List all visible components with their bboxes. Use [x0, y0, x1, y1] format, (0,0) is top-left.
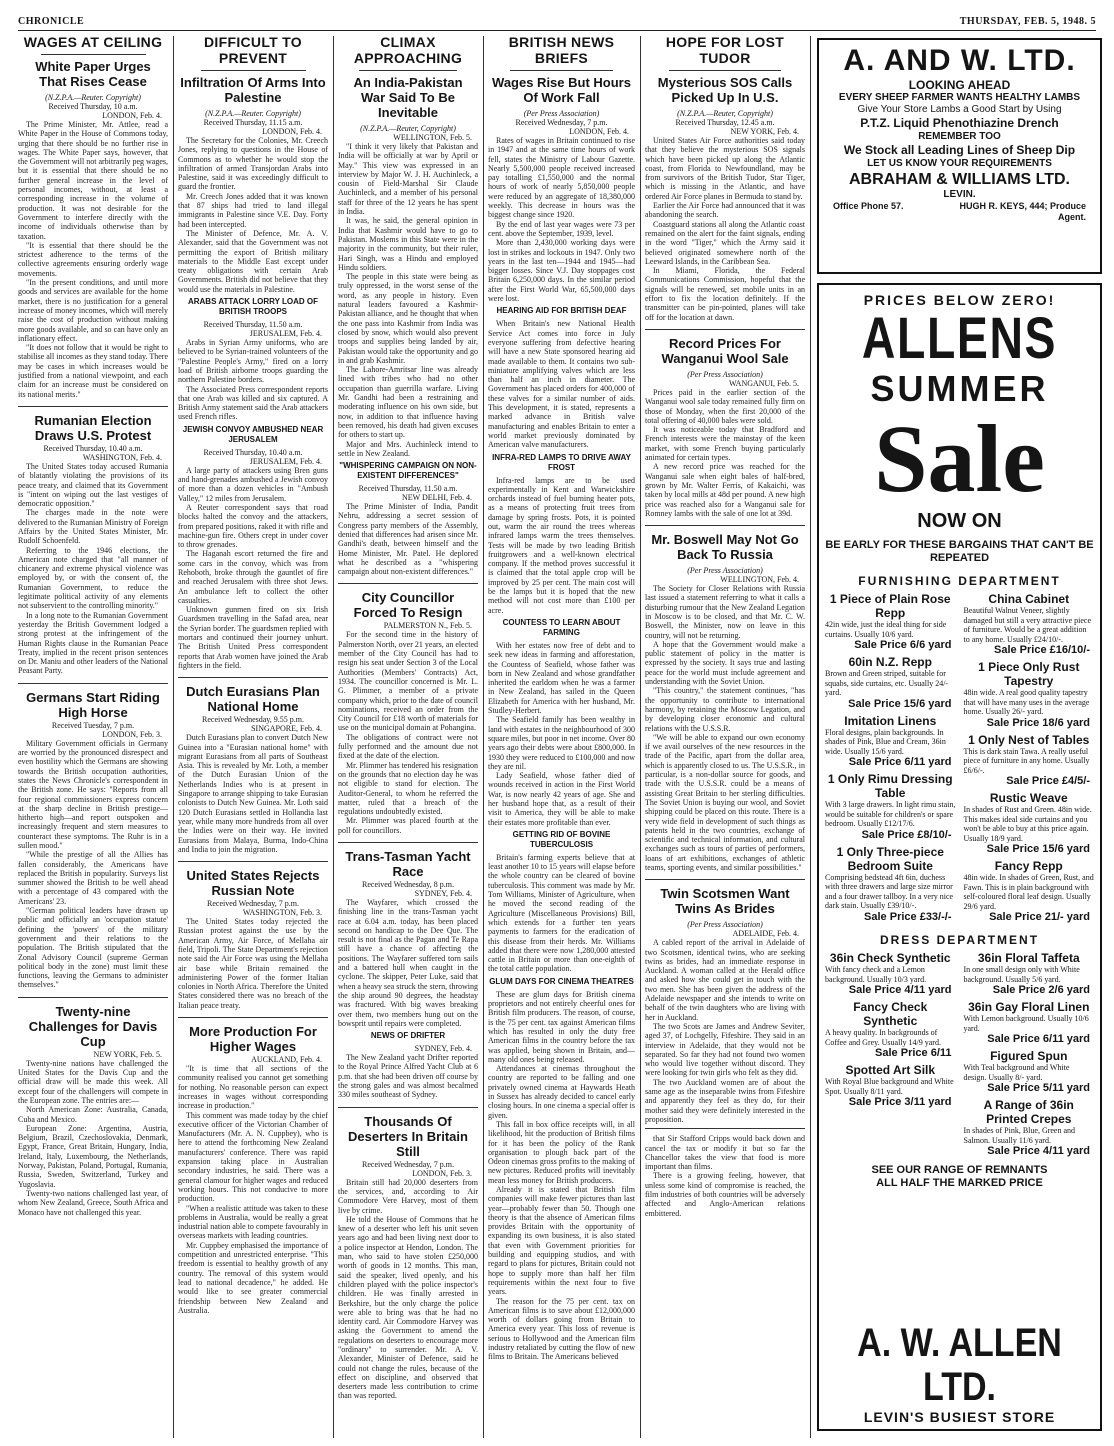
news-story	[645, 34, 805, 322]
paragraph: The people in this state were being as truly oppressed, in the worst sense of the word, as any people in history. Even natural leaders favoured a Kashmir-Pakistan alliance, and he thought that when the one pass into Kashmir from India was closed by snow, which would also prevent troops and supplies being landed by air, Pakistan would take the opportunity and go in and grab Kashmir.	[338, 272, 478, 365]
paragraph: "German political leaders have drawn up public and officially an 'occupation statute' defining the 'powers' of the military government and their relations to the population. The British stipulated that the Zonal Advisory Council (supreme German political body in the zone) must limit these functions, leaving the Germans to administer themselves."	[18, 906, 168, 990]
paragraph: The Minister of Defence, Mr. A. V. Alexander, said that the Government was not permitting the export of British military materials to the Middle East except under treaty obligations with certain Arab Governments. British did not believe that they would use the materials in Palestine.	[178, 228, 328, 294]
story-rule	[338, 1107, 478, 1108]
paragraph: The United States today rejected the Russian protest against the use by the American Army, Air Force, of Mellaha air field, Tripoli. The State Department's rejection note said the Air Force was using the Mellaha air base while Britain remained the administering Power of the former Italian colonies in North Africa. Therefore the United States considered there was no breach of the Italian peace treaty.	[178, 917, 328, 1010]
paragraph: Major and Mrs. Auchinleck intend to settle in New Zealand.	[338, 439, 478, 458]
dateline: ADELAIDE, Feb. 4.	[732, 929, 799, 939]
item-description: With Teal background and White design. Usually 8/- yard.	[963, 1063, 1070, 1082]
ad-allens-footer	[825, 1321, 1094, 1425]
press-credit: (Per Press Association)	[687, 369, 763, 379]
paragraph: Mr. Cuppbey emphasised the importance of competition and unrestricted enterprise. "This freedom is essential to healthy growth of any country. The removal of this system would lead to national decadence," he added. He would like to see greater commercial friendship between New Zealand and Australia.	[178, 1240, 328, 1315]
dateline: NEW DELHI, Feb. 4.	[401, 493, 472, 503]
dress-left	[825, 948, 956, 1158]
paragraph: The Prime Minister, Mr. Attlee, read a White Paper in the House of Commons today, urging that there should be no further rise in wages. The White Paper says, however, that the Government will not arbitrarily peg wages, but it is essential that there should be no further general increase in the level of personal incomes, without, at least a corresponding increase in the volume of production. It was not desirable for the Government to interfere directly with the income of individuals otherwise than by taxation.	[18, 120, 168, 241]
ad-furnishing-dept: FURNISHING DEPARTMENT	[858, 574, 1061, 588]
paragraph: The obligations of contract were not fully performed and the amount due not fixed at the date of the election.	[338, 732, 478, 761]
paragraph: "This country," the statement continues, "has the opportunity to contribute to international harmony, by retaining the Moscow Legation, and by developing closer economic and cultural relations with the U.S.S.R.	[645, 686, 805, 733]
item-name: 1 Only Nest of Tables	[968, 732, 1090, 747]
ad-remnants	[825, 1164, 1094, 1190]
paragraph: For the second time in the history of Palmerston North, over 21 years, an elected member of the City Council has had to resign his seat under Section 3 of the Local Authorities (Members' Contracts) Act, 1934. The councillor concerned is Mr. L. G. Plimmer, a member of a private company which, prior to the date of council nominations, received an order from the City Council for £18 worth of materials for use on the municipal domain at Pohangina.	[338, 630, 478, 733]
ad-company: ABRAHAM & WILLIAMS LTD.	[849, 171, 1070, 188]
paragraph: The Associated Press correspondent reports that one Arab was killed and six captured. A British Army statement said the Arab attackers used French rifles.	[178, 384, 328, 422]
story-rule	[645, 329, 805, 330]
item-name: Fancy Check Synthetic	[853, 1000, 928, 1028]
paragraph: Coastguard stations all along the Atlantic coast remained on the alert for the faint signals, ending in the word "Tiger," which the Army said it believed originated somewhere north of the Leeward Islands, in the Caribbean Sea.	[645, 219, 805, 266]
received-line: Received Thursday, 10 a.m.	[48, 102, 138, 111]
story-rule	[178, 861, 328, 862]
sale-item	[825, 845, 956, 924]
press-credit: (Per Press Association)	[523, 109, 600, 118]
dress-grid	[825, 948, 1094, 1158]
headline: More Production For Higher Wages	[189, 1024, 317, 1055]
paragraph: "It does not follow that it would be right to stabilise all incomes as they stand today. There may be cases in which increases would be justified from a national viewpoint, and each claim for an increase must be considered on its national merits."	[18, 343, 168, 399]
paragraph: It was, he said, the general opinion in India that Kashmir would have to go to Pakistan. Moslems in this State were in the majority in the community, but their ruler, Hari Singh, was a Hindu and employed Hindu soldiers.	[338, 216, 478, 272]
received-line: Received Thursday, 10.40 a.m.	[203, 447, 303, 457]
received-line: Received Wednesday, 7 p.m.	[362, 1159, 454, 1169]
item-description: With Royal Blue background and White Spot. Usually 8/11 yard.	[825, 1077, 954, 1096]
item-name: 1 Piece of Plain Rose Repp	[829, 592, 951, 620]
news-column-4	[488, 34, 635, 1438]
paragraph: "I think it very likely that Pakistan and India will be officially at war by April or May." This view was expressed in an interview by Major W. J. H. Auchinleck, a cousin of Field-Marshal Sir Claude Auchinleck, and a member of his personal staff for three of the 12 years he has spent in India.	[338, 142, 478, 217]
remnants-line-2: ALL HALF THE MARKED PRICE	[876, 1177, 1043, 1189]
item-name: 36in Floral Taffeta	[977, 951, 1080, 965]
ad-line: Give Your Store Lambs a Good Start by Using	[857, 104, 1062, 115]
dateline: WELLINGTON, Feb. 5.	[393, 133, 472, 142]
dateline: LONDON, Feb. 4.	[102, 111, 162, 120]
headline-banner: CLIMAX APPROACHING	[353, 34, 463, 66]
sale-item	[964, 1098, 1095, 1158]
dateline: SYDNEY, Feb. 4.	[414, 1044, 472, 1054]
dateline: WASHINGTON, Feb. 3.	[242, 908, 322, 918]
advertisement-a-and-w	[817, 38, 1102, 274]
item-name: Spotted Art Silk	[845, 1063, 936, 1077]
dateline: LONDON, Feb. 3.	[102, 729, 162, 739]
headline: Wages Rise But Hours Of Work Fall	[492, 75, 631, 105]
ad-allens-name: ALLENS	[861, 306, 1058, 371]
headline-banner: DIFFICULT TO PREVENT	[204, 34, 302, 66]
paragraph: Twenty-nine nations have challenged the United States for the Davis Cup and the official draw will be made this week. All except four of the challengers will compete in the European zone. The entries are:—	[18, 1058, 168, 1105]
paragraph: In Miami, Florida, the Federal Communications Commission, hopeful that the signals will be renewed, set mobile units in an effort to fix the location definitely. If the transmitter can be pin-pointed, planes will take off for the location at dawn.	[645, 266, 805, 322]
ad-footer	[825, 201, 1094, 223]
received-line: Received Wednesday, 7 p.m.	[207, 899, 299, 909]
item-description: A heavy quality. In backgrounds of Coffee and Grey. Usually 14/9 yard.	[825, 1028, 941, 1047]
headline: Twin Scotsmen Want Twins As Brides	[660, 886, 790, 917]
headline: City Councillor Forced To Resign	[353, 590, 463, 621]
paragraph: This fall in box office receipts will, in all likelihood, hit the production of British films for it has been the policy of the Rank organisation to plough back part of the Odeon cinemas gross profits to the making of new pictures. Reduced profits will inevitably mean less money for British producers.	[488, 1119, 635, 1185]
ad-dress-dept: DRESS DEPARTMENT	[879, 933, 1040, 947]
dateline: LONDON, Feb. 3.	[412, 1168, 472, 1178]
item-name: Imitation Linens	[844, 713, 937, 728]
item-description: Floral designs, plain backgrounds. In shades of Pink, Blue and Cream, 36in wide. Usually 15/6 yard.	[825, 727, 946, 756]
paragraph: "It is essential that there should be the strictest adherence to the terms of the collective agreements ensuring orderly wage movements.	[18, 240, 168, 278]
sale-item	[825, 714, 956, 770]
sub-headline: JEWISH CONVOY AMBUSHED NEAR JERUSALEM	[182, 424, 324, 444]
received-line: Received Thursday, 11.50 a.m.	[358, 484, 458, 494]
ad-title: A. AND W. LTD.	[843, 44, 1076, 77]
received-line: Received Wednesday, 7 p.m.	[515, 118, 608, 127]
sale-item	[964, 1000, 1095, 1046]
sub-headline: INFRA-RED LAMPS TO DRIVE AWAY FROST	[492, 452, 631, 472]
paper-name: CHRONICLE	[18, 15, 85, 27]
paragraph: North American Zone: Australia, Canada, Cuba and Mexico.	[18, 1105, 168, 1124]
sale-item	[964, 791, 1095, 856]
paragraph: Dutch Eurasians plan to convert Dutch New Guinea into a "Eurasian national home" with migrant Eurasians from all parts of Southeast Asia. This is revealed by Mr. Loth, a member of the Dutch Eurasian Union of the Netherlands Indies who is at present in Singapore to arrange shipping to take Eurasian colonists to Dutch New Guinea. Mr. Loth said 120 Dutch Eurasians settled in Hollandia last year, while many more hundreds from all over the Indies were on their way. He invited Eurasians from Malaya, Burma, Indo-China and India to join the migration.	[178, 733, 328, 854]
story-rule	[645, 1128, 805, 1129]
paragraph: The Society for Closer Relations with Russia last issued a statement referring to what it calls a disturbing rumour that the New Zealand Legation in Moscow is to be closed, and that Mr. C. W. Boswell, the Minister, now on leave in this country, will not be returning.	[645, 584, 805, 640]
item-price: Sale Price 6/11 yard	[987, 1033, 1090, 1045]
paragraph: The Seafield family has been wealthy in land with estates in the neighbourhood of 300 square miles, but poor in net income. Over 80 years ago their debts were about £800,000. In 1930 they were reduced to £100,000 and now they are nil.	[488, 715, 635, 771]
column-rule	[810, 36, 811, 1438]
item-description: 48in wide. A real good quality tapestry that will have many uses in the average home. Usually 26/- yard.	[963, 688, 1090, 716]
headline: Twenty-nine Challenges for Davis Cup	[28, 1003, 158, 1049]
item-price: Sale Price £16/10/-	[993, 644, 1090, 656]
masthead-rule	[18, 30, 1096, 31]
news-story	[18, 406, 168, 676]
paragraph: The charges made in the note were delivered to the Rumanian Ministry of Foreign Affairs by the United States Minister, Mr. Rudolf Schoenfeld.	[18, 508, 168, 546]
news-story	[178, 861, 328, 1010]
headline: An India-Pakistan War Said To Be Inevitable	[353, 75, 463, 120]
sale-item	[964, 592, 1095, 657]
paragraph: "It is time that all sections of the community realised you cannot get something for nothing. No reasonable person can expect increases in wages without corresponding increase in production."	[178, 1064, 328, 1111]
paragraph: Britain's farming experts believe that at least another 10 to 15 years will elapse before the whole country can be cleared of bovine tuberculosis. This comment was made by Mr. Tom Williams, Minister of Agriculture, when he moved the second reading of the Agriculture (Miscellaneous Provisions) Bill, which extends for a further ten years payments to farmers for the eradication of this disease from their herds. Mr. Williams added that there were now 1,280,000 attested cattle in Britain or more than one-eighth of the total cattle population.	[488, 852, 635, 974]
dateline: WANGANUI, Feb. 5.	[729, 378, 799, 388]
story-rule	[18, 683, 168, 684]
news-story	[645, 879, 805, 1218]
press-credit: (N.Z.P.A.—Reuter. Copyright)	[205, 109, 301, 118]
item-name: 60in N.Z. Repp	[848, 655, 932, 669]
paragraph: Rates of wages in Britain continued to rise in 1947 and at the same time hours of work fell, states the Ministry of Labour Gazette. Nearly 5,500,000 people received increased pay totalling £1,550,000 and the normal hours of work of nearly 5,850,000 people were reduced by an aggregate of 18,380,000 weekly. This decrease in hours was the biggest change since 1920.	[488, 136, 635, 220]
news-story	[178, 677, 328, 854]
furnishing-grid	[825, 589, 1094, 924]
sub-headline: COUNTESS TO LEARN ABOUT FARMING	[502, 617, 621, 637]
press-credit: (N.Z.P.A.—Reuter, Copyright)	[677, 109, 773, 118]
press-credit: (N.Z.P.A.—Reuter, Copyright)	[360, 124, 456, 133]
item-price: Sale Price 18/6 yard	[986, 716, 1090, 729]
news-story	[338, 842, 478, 1100]
headline-rule	[359, 70, 457, 71]
advertisement-allens	[817, 283, 1102, 1431]
news-story	[178, 34, 328, 670]
paragraph: Mr. Plimmer was placed fourth at the poll for councillors.	[338, 816, 478, 835]
news-story	[338, 34, 478, 576]
paragraph: More than 2,430,000 working days were lost in strikes and lockouts in 1947. Only two years in the last ten—1944 and 1945—had bigger losses. Since V.J. Day stoppages cost Britain 6,250,000 days. In the similar period after the First World War, 65,500,000 days were lost.	[488, 238, 635, 304]
headline-rule	[510, 70, 613, 71]
item-description: With fancy check and a Lemon background. Usually 10/3 yard.	[825, 965, 927, 984]
paragraph: These are glum days for British cinema proprietors and not entirely cheerful ones for British film producers. The reason, of course, is the 75 per cent. tax against American films which has resulted in only the duty free American films in the country before the tax was applied, being shown in Britain, and—many old ones being released.	[488, 989, 635, 1064]
received-line: Received Wednesday, 9.55 p.m.	[202, 715, 304, 725]
ad-line: LET US KNOW YOUR REQUIREMENTS	[867, 158, 1052, 169]
news-story	[178, 1017, 328, 1315]
item-price: Sale Price 3/11 yard	[848, 1096, 952, 1108]
item-name: Figured Spun	[990, 1049, 1068, 1063]
item-description: 48in wide. In shades of Green, Rust, and Fawn. This is in plain background with self-coloured floral leaf design. Usually 29/6 yard.	[963, 873, 1094, 911]
dateline: NEW YORK, Feb. 5.	[93, 1049, 162, 1059]
sale-item	[964, 1049, 1095, 1095]
dateline: WASHINGTON, Feb. 4.	[82, 452, 162, 462]
item-price: Sale Price 4/11 yard	[987, 1145, 1090, 1157]
item-price: Sale Price 4/11 yard	[848, 984, 952, 996]
paragraph: Mr. Creech Jones added that it was known that 87 ships had tried to land illegal immigrants in Palestine since V.E. Day. Forty had been intercepted.	[178, 191, 328, 229]
news-story	[18, 34, 168, 399]
column-rule	[640, 36, 641, 1438]
received-line: Received Thursday, 11.50 a.m.	[203, 320, 303, 330]
news-story	[338, 1107, 478, 1401]
sale-item	[964, 951, 1095, 997]
item-name: 1 Only Three-piece Bedroom Suite	[836, 844, 944, 873]
paragraph: Attendances at cinemas throughout the country are reported to be falling and one privately owned cinema at Haywards Heath in Sussex has already decided to cancel early closing hours. In one cinema a special offer is given.	[488, 1064, 635, 1120]
dateline: JERUSALEM, Feb. 4.	[249, 329, 322, 339]
item-price: Sale Price £4/5/-	[1006, 775, 1090, 787]
paragraph: Referring to the 1946 elections, the American note charged that "all manner of chicanery and extreme physical violence was employed by, or with the consent of, the Rumanian Government, to reduce the legitimate political activity of any elements not subservient to the controlling minority."	[18, 545, 168, 611]
sub-headline: GETTING RID OF BOVINE TUBERCULOSIS	[512, 829, 611, 849]
received-line: Received Wednesday, 8 p.m.	[362, 880, 454, 889]
headline: Thousands Of Deserters In Britain Still	[348, 1113, 468, 1159]
item-name: Rustic Weave	[989, 791, 1068, 805]
headline-rule	[201, 70, 306, 71]
paragraph: By the end of last year wages were 73 per cent. above the September, 1939, level.	[488, 219, 635, 238]
item-price: Sale Price 21/- yard	[989, 911, 1090, 923]
news-story	[18, 997, 168, 1217]
headline: United States Rejects Russian Note	[186, 868, 320, 899]
item-name: 1 Piece Only Rust Tapestry	[978, 660, 1080, 688]
paragraph: Arabs in Syrian Army uniforms, who are believed to be Syrian-trained volunteers of the "Palestine People's Army," fired on a lorry load of British airborne troops guarding the northern Palestine borders.	[178, 338, 328, 385]
item-description: With 3 large drawers. In light rimu stain, would be suitable for children's or spare bedroom. Usually £12/17/6.	[825, 800, 956, 828]
dateline: AUCKLAND, Feb. 4.	[251, 1055, 322, 1065]
sale-item	[825, 1063, 956, 1109]
column-rule	[173, 36, 174, 1438]
headline-banner: BRITISH NEWS BRIEFS	[508, 34, 615, 66]
news-column-2	[178, 34, 328, 1438]
paragraph: "We will be able to expand our own economy if we avail ourselves of the new resources in the trade of the Pacific, apart from the dollar area, which is apparently closed to us. The U.S.S.R., in particular, is a non-dollar source for goods, and trade with the U.S.S.R. could be a means of assisting Great Britain to her sterling difficulties. The Soviet Union is buying our wool, and Soviet shipping could be placed on this route. There is a very wide field in development of such things as patents held in the two countries, exchange of scientific and technical information, and cultural exchanges such as tours of parties of performers, loans of art exhibitions, exchanges of athletic teams, sporting events, and similar possibilities."	[645, 732, 805, 872]
headline-rule	[41, 54, 146, 55]
headline-banner: HOPE FOR LOST TUDOR	[665, 34, 785, 66]
ad-store-name: A. W. ALLEN LTD.	[857, 1321, 1062, 1409]
item-description: Comprising bedstead 4ft 6in, duchess with three drawers and large size mirror and a four drawer tallboy. In a very nice dark stain. Usually £39/10/-.	[825, 872, 954, 910]
received-line: Received Thursday, 10.40 a.m.	[43, 443, 143, 453]
paragraph: European Zone: Argentina, Austria, Belgium, Brazil, Czechoslovakia, Denmark, Egypt, France, Great Britain, Hungary, India, Ireland, Italy, Luxembourg, the Netherlands, Norway, Pakistan, Poland, Portugal, Rumania, Russia, Sweden, Switzerland, Turkey and Yugoslavia.	[18, 1123, 168, 1189]
item-description: 42in wide, just the ideal thing for side curtains. Usually 10/6 yard.	[825, 620, 947, 639]
ad-be-early: BE EARLY FOR THESE BARGAINS THAT CAN'T BE REPEATED	[825, 539, 1094, 564]
item-price: Sale Price 15/6 yard	[986, 843, 1090, 855]
sale-item	[825, 1000, 956, 1060]
ad-line: EVERY SHEEP FARMER WANTS HEALTHY LAMBS	[838, 92, 1081, 103]
dateline: LONDON, Feb. 4.	[569, 127, 629, 136]
paragraph: Already it is stated that British film companies will make fewer pictures than last year—probably fewer than 50. Though one theory is that the absence of American films provides Britain with the opportunity of expanding its own business, it is also stated that even with Government priorities for building and equipping studios, and with regard to plans for pictures, Britain could not hope to supply more than half her film requirements within the next four to five years.	[488, 1184, 635, 1297]
news-story	[645, 329, 805, 518]
item-name: China Cabinet	[988, 592, 1070, 606]
paragraph: This comment was made today by the chief executive officer of the Victorian Chamber of Manufacturers (Mr. A. N. Cuppbey), who is here to attend the forthcoming New Zealand manufacturers' conference. There was rapid expansion taking place in Australian secondary industries, he said. There was a general clamour for higher wages and reduced working hours. This not conducive to more production.	[178, 1110, 328, 1204]
press-credit: (Per Press Association)	[687, 566, 763, 576]
column-rule	[483, 36, 484, 1438]
ad-phone: Office Phone 57.	[833, 201, 904, 211]
paragraph: "When a realistic attitude was taken to these problems in Australia, would be really a great industrial nation able to compete favourably in overseas markets with leading countries.	[178, 1203, 328, 1241]
paragraph: A hope that the Government would make a public statement of policy in the matter is expressed by the society. It says true and lasting peace for the world must include agreement and understanding with the Soviet Union.	[645, 639, 805, 687]
headline-banner: WAGES AT CEILING	[23, 34, 163, 50]
item-description: Beautiful Walnut Veneer, slightly damaged but still a very attractive piece of furniture. Would be a great addition to any home. Usually £24/10/-.	[963, 606, 1091, 644]
date-page: THURSDAY, FEB. 5, 1948. 5	[959, 15, 1096, 27]
remnants-line-1: SEE OUR RANGE OF REMNANTS	[871, 1164, 1048, 1176]
item-description: With Lemon background. Usually 10/6 yard.	[963, 1014, 1089, 1033]
sub-headline: HEARING AID FOR BRITISH DEAF	[496, 306, 627, 316]
paragraph: United States Air Force authorities said today that they believe the mysterious SOS signals which have been picked up along the Atlantic coast, from Florida to Newfoundland, may be from survivors of the British Tudor, Star Tiger, which is missing in the Atlantic, and have ordered Air Force planes in Bermuda to stand by.	[645, 136, 805, 201]
paragraph: With her estates now free of debt and to seek new ideas in farming and afforestation, the Countess of Seafield, whose father was born in New Zealand and whose grandfather inherited the earldom when he was a farmer in New Zealand, has sailed in the Queen Elizabeth for America with her husband, Mr. Studley-Herbert.	[488, 640, 635, 716]
news-column-5	[645, 34, 805, 1438]
headline: White Paper Urges That Rises Cease	[35, 59, 151, 89]
dateline: NEW YORK, Feb. 4.	[730, 127, 799, 136]
ad-line: LOOKING AHEAD	[908, 78, 1011, 92]
ad-now-on: NOW ON	[917, 510, 1002, 532]
press-credit: (Per Press Association)	[687, 920, 763, 930]
sale-item	[825, 592, 956, 652]
item-description: In one small design only with White background. Usually 5/6 yard.	[963, 965, 1080, 984]
paragraph: Prices paid in the earlier section of the Wanganui wool sale today remained fully firm on those of Monday, when the first 20,000 of the total offering of 40,000 bales were sold.	[645, 387, 805, 425]
paragraph: There is a growing feeling, however, that unless some kind of compromise is reached, the film industries of both countries will be adversely affected and Anglo-American relations embittered.	[645, 1171, 805, 1218]
paragraph: The Wayfarer, which crossed the finishing line in the trans-Tasman yacht race at 6.04 a.m. today, has been placed second on handicap to the Dee Que. The result is not final as the Pagan and Te Rapa still have a chance of affecting the positions. The Wayfarer suffered torn sails and a battered hull when caught in the cyclone. The skipper, Peter Luke, said that when a heavy sea struck the stern, throwing the ship around 90 degrees, the headstay was fractured. With big waves breaking over them, two members hung out on the bowsprit until repairs were completed.	[338, 898, 478, 1028]
paragraph: He told the House of Commons that he knew of a deserter who left his unit seven years ago and had been living next door to a police inspector at Hendon, London. The man, who said to have stolen £250,000 worth of goods in 12 months. This man, said the speaker, lived openly, and his children played with the police inspector's children. He was finally arrested in Berkshire, but the only charge the police were able to bring was that he had no identity card. Air Commodore Harvey was asking the Government to amend the regulations on deserters to encourage more "ordinary" to surrender. Mr. A. V. Alexander, Minister of Defence, said he could not change the rules, because of the effect on discipline, and observed that deserters made less contribution to crime than was reported.	[338, 1214, 478, 1401]
paragraph: The two Auckland women are of about the same age as the inseparable twins from Fifeshire and apparently they feel as they do, for their mother said they were definitely interested in the proposition.	[645, 1077, 805, 1124]
headline: Record Prices For Wanganui Wool Sale	[661, 335, 789, 366]
ad-sale: Sale	[874, 405, 1045, 512]
story-rule	[645, 879, 805, 880]
headline: Mysterious SOS Calls Picked Up In U.S.	[657, 75, 793, 105]
item-price: Sale Price 6/6 yard	[854, 639, 952, 651]
item-price: Sale Price £8/10/-	[861, 828, 952, 841]
story-rule	[178, 677, 328, 678]
paragraph: Infra-red lamps are to be used experimentally in Kent and Warwickshire orchards instead of fuel burning heater pots, as a means of protecting fruit trees from damage by spring frosts. Pots, it is pointed out, warm the air round the trees whereas infrared lamps warm the trees themselves. Tests will be made by two leading British fruitgrowers and a well-known electrical company. If the method proves successful it is claimed that the total apple crop will be improved by 25 per cent. The main cost will be the lamps but it is hoped that the new method will not cost more than £100 per acre.	[488, 475, 635, 615]
ad-line: REMEMBER TOO	[918, 131, 1001, 142]
item-price: Sale Price £33/-/-	[864, 910, 952, 923]
sub-headline: NEWS OF DRIFTER	[370, 1031, 446, 1041]
paragraph: Twenty-two nations challenged last year, of whom New Zealand, Greece, South Africa and Monaco have not challenged this year.	[18, 1188, 168, 1217]
sub-headline: ARABS ATTACK LORRY LOAD OF BRITISH TROOPS	[187, 297, 319, 317]
ad-line: We Stock all Leading Lines of Sheep Dip	[843, 143, 1076, 157]
news-story	[338, 583, 478, 835]
paragraph: The Haganah escort returned the fire and some cars in the convoy, which was from Rehoboth, broke through the gauntlet of fire and reached Jerusalem with three shot Jews. An ambulance left to collect the other casualties.	[178, 549, 328, 605]
paragraph: When Britain's new National Health Service Act comes into force in July everyone suffering from defective hearing will have a new State sponsored hearing aid made available to them. It contains two sub-miniature amplifying valves which are less than half an inch in diameter. The Government has placed orders for 400,000 of these valves for a similar number of aids. This development, it is stated, represents a marked advance in British valve manufacturing and enables Britain to enter a world market previously dominated by American valve manufacturers.	[488, 319, 635, 450]
item-name: Fancy Repp	[994, 859, 1063, 873]
paragraph: The Lahore-Amritsar line was already lined with tribes who had no other occupation than guerrilla warfare. Living Mr. Gandhi had been a restraining and moderating influence on his own side, but now, in addition to that influence having been removed, his death had given excuses for others to start up.	[338, 365, 478, 440]
paragraph: Military Government officials in Germany are worried by the pronounced disrespect and even hostility which the Germans are showing towards the British occupation authorities, states the News Chronicle's correspondent in the British zone. He says: "Reports from all four regional commissioners express concern at the sharp decline in British prestige—hitherto high—and report outspoken and increasingly frequent and stern measures to counteract these symptoms. The Ruhr is in a sullen mood."	[18, 738, 168, 850]
item-name: 1 Only Rimu Dressing Table	[827, 772, 953, 800]
news-story	[645, 525, 805, 872]
story-rule	[338, 842, 478, 843]
item-price: Sale Price 5/11 yard	[987, 1082, 1090, 1094]
item-price: Sale Price 15/6 yard	[848, 697, 952, 710]
paragraph: that Sir Stafford Cripps would back down and cancel the tax or modify it but so far the Chancellor takes the view that food is more important than films.	[645, 1134, 805, 1172]
paragraph: In a long note to the Rumanian Government yesterday the British Government lodged a strong protest at the infringement of the Human Rights clause in the Rumanian Peace Treaty, implied in the recent prison sentences on Dr. Maniu and other leaders of the National Peasant Party.	[18, 610, 168, 676]
paragraph: Britain still had 20,000 deserters from the services, and, according to Air Commodore Vere Harvey, most of them live by crime.	[338, 1177, 478, 1215]
furnishing-right	[964, 589, 1095, 924]
item-description: Brown and Green striped, suitable for squabs, side curtains, etc. Usually 24/- yard.	[825, 669, 949, 697]
item-description: In shades of Rust and Green. 48in wide. This makes ideal side curtains and you won't be able to buy at this price again. Usually 18/9 yard.	[963, 805, 1092, 843]
item-price: Sale Price 6/11	[875, 1047, 952, 1059]
paragraph: Lady Seafield, whose father died of wounds received in action in the First World War, is now nearly 42 years of age. She and her husband hope that, as a result of their visit to America, they will be able to make their estates more profitable than ever.	[488, 771, 635, 827]
paragraph: The Secretary for the Colonies, Mr. Creech Jones, replying to questions in the House of Commons as to whether he would stop the infiltration of armed Transjordan Arabs into Palestine, said it was exceedingly difficult to guard the frontier.	[178, 136, 328, 192]
ad-town: LEVIN.	[943, 189, 976, 200]
paragraph: A Reuter correspondent says that road blocks halted the convoy and the attackers, from prepared positions, raked it with rifle and machine-gun fire. Others crept in under cover to throw grenades.	[178, 502, 328, 550]
received-line: Received Tuesday, 7 p.m.	[51, 720, 135, 730]
story-rule	[18, 406, 168, 407]
ad-store-tagline: LEVIN'S BUSIEST STORE	[863, 1409, 1056, 1425]
item-name: A Range of 36in Printed Crepes	[983, 1098, 1074, 1126]
headline: Mr. Boswell May Not Go Back To Russia	[651, 532, 799, 563]
ad-summer: SUMMER	[870, 368, 1049, 409]
dateline: PALMERSTON N., Feb. 5.	[383, 621, 472, 631]
story-rule	[338, 583, 478, 584]
paragraph: The Prime Minister of India, Pandit Nehru, addressing a secret session of Congress party members of the Assembly, denied that differences had arisen since Mr. Gandhi's death, between himself and the Home Minister, Mr. Patel. He deplored what he described as a "whispering campaign about non-existent differences."	[338, 502, 478, 577]
furnishing-left	[825, 589, 956, 924]
item-description: This is dark stain Tawa. A really useful piece of furniture in any home. Usually £6/6/-.	[963, 746, 1090, 775]
paragraph: The reason for the 75 per cent. tax on American films is to save about £12,000,000 worth of dollars going from Britain to America every year. This loss of revenue is serious to Hollywood and the American film industry retaliated by cutting the flow of new films to Britain. The Americans believed	[488, 1296, 635, 1362]
news-column-1	[18, 34, 168, 1438]
dateline: SINGAPORE, Feb. 4.	[251, 724, 322, 734]
paragraph: The New Zealand yacht Drifter reported to the Royal Prince Alfred Yacht Club at 6 p.m. that she had been driven off course by the strong gales and was almost becalmed 330 miles southeast of Sydney.	[338, 1053, 478, 1100]
dateline: SYDNEY, Feb. 4.	[414, 889, 472, 898]
sale-item	[964, 660, 1095, 730]
item-name: 36in Check Synthetic	[829, 951, 951, 965]
received-line: Received Thursday, 12.45 a.m.	[675, 118, 775, 127]
received-line: Received Thursday, 11.15 a.m.	[203, 118, 303, 127]
sub-headline: GLUM DAYS FOR CINEMA THEATRES	[489, 976, 634, 986]
column-rule	[333, 36, 334, 1438]
dateline: LONDON, Feb. 4.	[262, 127, 322, 136]
headline: Rumanian Election Draws U.S. Protest	[34, 412, 152, 443]
story-rule	[178, 1017, 328, 1018]
sale-item	[825, 951, 956, 997]
paragraph: The United States today accused Rumania of blatantly violating the provisions of its peace treaty, and claimed that its Government is "intent on wiping out the last vestiges of democratic opposition."	[18, 461, 168, 509]
story-rule	[18, 997, 168, 998]
ad-prices-below-zero: PRICES BELOW ZERO!	[863, 292, 1056, 308]
paragraph: Mr. Plimmer has tendered his resignation on the grounds that no election day he was not eligible to stand for election. The Auditor-General, to whom he referred the matter, ruled that a breach of the regulations undoubtedly existed.	[338, 760, 478, 817]
paragraph: A large party of attackers using Bren guns and hand-grenades ambushed a Jewish convoy of more than a dozen vehicles in "Ambush Valley," 12 miles from Jerusalem.	[178, 465, 328, 503]
press-credit: (N.Z.P.A.—Reuter. Copyright)	[45, 93, 141, 102]
headline: Trans-Tasman Yacht Race	[345, 849, 471, 879]
headline-rule	[669, 70, 781, 71]
news-story	[18, 683, 168, 990]
paragraph: "In the present conditions, and until more goods and services are available for the home market, there is no justification for a general increase of money incomes, which will merely raise the cost of production without making more goods available, and so can have only an inflationary effect.	[18, 278, 168, 343]
sale-item	[825, 655, 956, 711]
paragraph: Unknown gunmen fired on six Irish Guardsmen travelling in the Safad area, near the Syrian border. The guardsmen replied with mortars and continued their journey unhurt. The British United Press correspondent reports that Arab women have joined the Arab fighters in the field.	[178, 605, 328, 670]
story-rule	[645, 525, 805, 526]
sale-item	[825, 772, 956, 842]
headline: Germans Start Riding High Horse	[26, 689, 160, 720]
headline: Infiltration Of Arms Into Palestine	[180, 75, 326, 105]
dateline: JERUSALEM, Feb. 4.	[249, 456, 322, 466]
paragraph: A cabled report of the arrival in Adelaide of two Scotsmen, identical twins, who are seeking twins as brides, had an immediate response in Auckland. A woman called at the Herald office and asked how she could get in touch with the two men. She has been given the address of the Adelaide newspaper and she intends to write on behalf of the twin daughters who are living with her in Auckland.	[645, 938, 805, 1022]
item-price: Sale Price 6/11 yard	[848, 756, 952, 768]
item-price: Sale Price 2/6 yard	[992, 984, 1090, 996]
sale-item	[964, 733, 1095, 789]
paragraph: The two Scots are James and Andrew Seviter, aged 37, of Lochgelly, Fifeshire. They said in an interview in Adelaide, that they would not be separated. So far they had not found two women who would live together without discord. They were looking for twin girls who felt as they did.	[645, 1021, 805, 1078]
item-description: In shades of Pink, Blue, Green and Salmon. Usually 11/6 yard.	[963, 1126, 1076, 1145]
ad-line: P.T.Z. Liquid Phenothiazine Drench	[860, 116, 1059, 130]
masthead	[18, 12, 1096, 30]
news-story	[488, 34, 635, 1362]
paragraph: A new record price was reached for the Wanganui sale when eight bales of half-bred, grown by Mr. Walter Ferris, of Kakaichi, was taken by local mills at 48d per pound. A new high price was reached also for a Wanganui sale for Romney lambs with the sale of one lot at 39d.	[645, 462, 805, 518]
dateline: WELLINGTON, Feb. 4.	[720, 575, 799, 585]
dress-right	[964, 948, 1095, 1158]
ad-agent: HUGH R. KEYS, 444; Produce Agent.	[959, 201, 1086, 222]
headline: Dutch Eurasians Plan National Home	[186, 684, 320, 715]
sale-item	[964, 859, 1095, 924]
paragraph: "While the prestige of all the Allies has fallen considerably, the Americans have replaced the British in popularity. Surveys list summer showed the British to be well ahead with a percentage of 43 compared with the Americans' 23.	[18, 850, 168, 906]
sub-headline: "WHISPERING CAMPAIGN ON NON-EXISTENT DIFFERENCES"	[339, 461, 477, 481]
news-column-3	[338, 34, 478, 1438]
paragraph: It was noticeable today that Bradford and French interests were the mainstay of the keen market, with some French buying particularly animated for certain types.	[645, 425, 805, 463]
item-name: 36in Gay Floral Linen	[968, 1000, 1090, 1014]
paragraph: Earlier the Air Force had announced that it was abandoning the search.	[645, 201, 805, 220]
